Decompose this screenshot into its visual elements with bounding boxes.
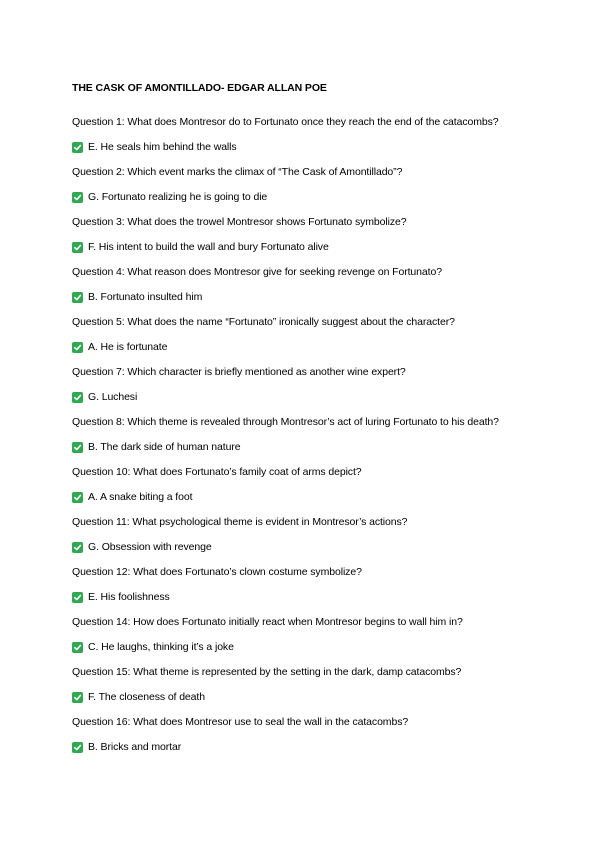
check-mark-icon — [72, 742, 83, 753]
question-text: Question 8: Which theme is revealed through Montresor’s act of luring Fortunato to his death? — [72, 416, 499, 428]
answer-text: B. The dark side of human nature — [88, 441, 241, 453]
answer-text: F. The closeness of death — [88, 691, 205, 703]
qa-item — [72, 166, 528, 204]
qa-item — [72, 466, 528, 504]
question-text: Question 2: Which event marks the climax of “The Cask of Amontillado”? — [72, 166, 403, 178]
question-text: Question 16: What does Montresor use to seal the wall in the catacombs? — [72, 716, 409, 728]
qa-item — [72, 516, 528, 554]
answer-row — [72, 191, 528, 204]
answer-text: A. A snake biting a foot — [88, 491, 193, 503]
answer-row — [72, 591, 528, 604]
qa-item — [72, 216, 528, 254]
question-text: Question 3: What does the trowel Montresor shows Fortunato symbolize? — [72, 216, 407, 228]
answer-text: G. Fortunato realizing he is going to die — [88, 191, 268, 203]
check-mark-icon — [72, 292, 83, 303]
answer-row — [72, 441, 528, 454]
qa-item — [72, 316, 528, 354]
check-mark-icon — [72, 692, 83, 703]
answer-text: B. Bricks and mortar — [88, 741, 182, 753]
question-text: Question 12: What does Fortunato’s clown costume symbolize? — [72, 566, 362, 578]
answer-row — [72, 691, 528, 704]
qa-item — [72, 566, 528, 604]
answer-text: F. His intent to build the wall and bury Fortunato alive — [88, 241, 329, 253]
question-text: Question 14: How does Fortunato initially react when Montresor begins to wall him in? — [72, 616, 463, 628]
answer-row — [72, 241, 528, 254]
answer-row — [72, 141, 528, 154]
question-text: Question 15: What theme is represented by the setting in the dark, damp catacombs? — [72, 666, 462, 678]
question-text: Question 10: What does Fortunato’s family coat of arms depict? — [72, 466, 362, 478]
answer-row — [72, 491, 528, 504]
question-text: Question 1: What does Montresor do to Fortunato once they reach the end of the catacombs? — [72, 116, 499, 128]
qa-item — [72, 366, 528, 404]
answer-row — [72, 741, 528, 754]
question-text: Question 4: What reason does Montresor give for seeking revenge on Fortunato? — [72, 266, 442, 278]
answer-row — [72, 641, 528, 654]
answer-row — [72, 291, 528, 304]
answer-text: G. Obsession with revenge — [88, 541, 212, 553]
check-mark-icon — [72, 342, 83, 353]
check-mark-icon — [72, 642, 83, 653]
qa-item — [72, 666, 528, 704]
answer-text: E. His foolishness — [88, 591, 170, 603]
answer-text: A. He is fortunate — [88, 341, 168, 353]
answer-row — [72, 541, 528, 554]
qa-item — [72, 116, 528, 154]
answer-text: B. Fortunato insulted him — [88, 291, 203, 303]
question-text: Question 5: What does the name “Fortunato” ironically suggest about the character? — [72, 316, 455, 328]
question-text: Question 7: Which character is briefly mentioned as another wine expert? — [72, 366, 406, 378]
answer-text: G. Luchesi — [88, 391, 138, 403]
qa-list — [72, 116, 528, 754]
check-mark-icon — [72, 192, 83, 203]
qa-item — [72, 716, 528, 754]
document-title: THE CASK OF AMONTILLADO- EDGAR ALLAN POE — [72, 82, 327, 94]
check-mark-icon — [72, 542, 83, 553]
check-mark-icon — [72, 492, 83, 503]
answer-text: E. He seals him behind the walls — [88, 141, 237, 153]
document-page — [72, 82, 528, 766]
check-mark-icon — [72, 242, 83, 253]
qa-item — [72, 266, 528, 304]
check-mark-icon — [72, 442, 83, 453]
qa-item — [72, 616, 528, 654]
question-text: Question 11: What psychological theme is evident in Montresor’s actions? — [72, 516, 408, 528]
answer-row — [72, 341, 528, 354]
answer-row — [72, 391, 528, 404]
answer-text: C. He laughs, thinking it’s a joke — [88, 641, 234, 653]
check-mark-icon — [72, 392, 83, 403]
check-mark-icon — [72, 142, 83, 153]
check-mark-icon — [72, 592, 83, 603]
qa-item — [72, 416, 528, 454]
